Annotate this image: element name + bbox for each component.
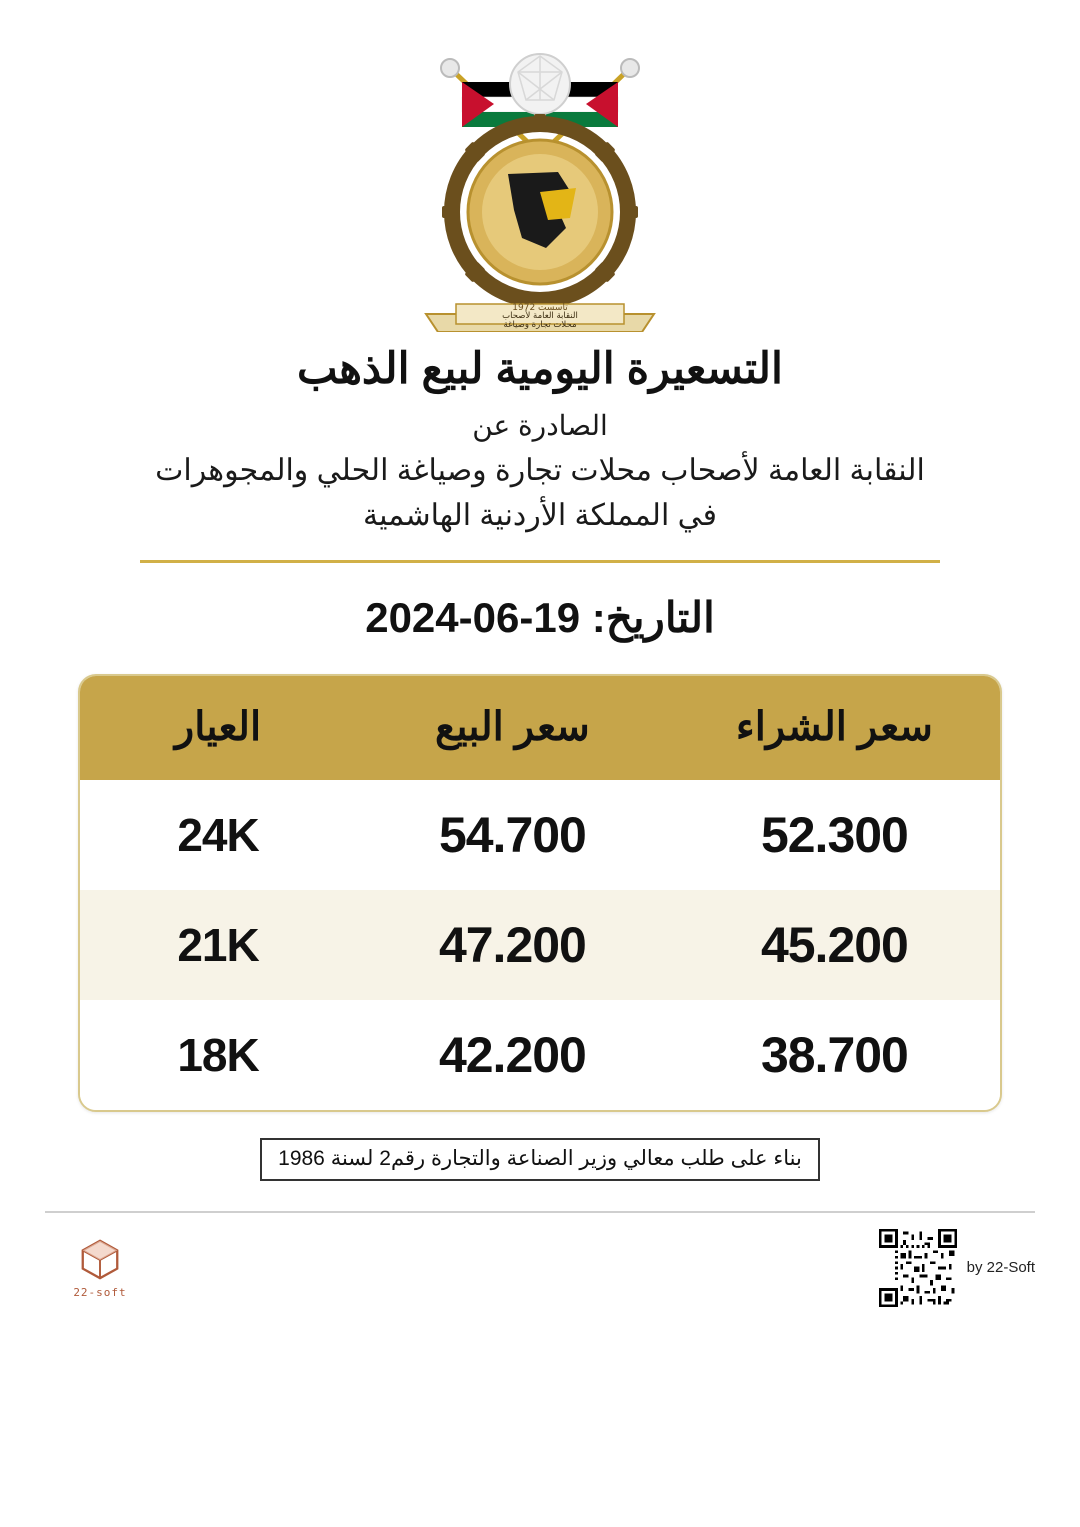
issuer-name: النقابة العامة لأصحاب محلات تجارة وصياغة الحلي والمجوهرات xyxy=(155,453,925,487)
gold-price-table xyxy=(78,674,1002,1112)
buy-price: 38.700 xyxy=(760,1026,908,1083)
sell-price: 54.700 xyxy=(438,806,586,863)
buy-price: 45.200 xyxy=(760,916,908,973)
page-title: التسعيرة اليومية لبيع الذهب xyxy=(297,345,783,393)
table-header-row xyxy=(80,676,1000,780)
karat-value: 21K xyxy=(177,918,259,971)
karat-value: 24K xyxy=(177,808,259,861)
svg-text:تأسست 1972: تأسست 1972 xyxy=(512,303,568,313)
footer-brand xyxy=(45,1236,155,1299)
table-row xyxy=(80,780,1000,890)
buy-price: 52.300 xyxy=(760,806,908,863)
qr-code-icon xyxy=(879,1229,957,1307)
title-divider xyxy=(140,560,940,563)
union-emblem xyxy=(390,42,690,332)
footer-brand-label: 22-soft xyxy=(73,1286,127,1300)
svg-text:محلات تجارة وصياغة: محلات تجارة وصياغة xyxy=(503,320,577,330)
credit-label: by 22-Soft xyxy=(966,1259,1035,1277)
svg-text:النقابة العامة لأصحاب: النقابة العامة لأصحاب xyxy=(502,311,578,321)
footer-credit xyxy=(879,1229,1035,1307)
karat-value: 18K xyxy=(177,1028,259,1081)
footer xyxy=(45,1211,1035,1307)
header-sell-price: سعر البيع xyxy=(435,704,590,749)
header-karat: العيار xyxy=(174,704,262,749)
table-row xyxy=(80,1000,1000,1110)
table-row xyxy=(80,890,1000,1000)
sell-price: 42.200 xyxy=(438,1026,586,1083)
sell-price: 47.200 xyxy=(438,916,586,973)
header-buy-price: سعر الشراء xyxy=(735,704,933,749)
legal-note: بناء على طلب معالي وزير الصناعة والتجارة رقم2 لسنة 1986 xyxy=(260,1138,820,1181)
issuer-prefix: الصادرة عن xyxy=(472,410,608,441)
issuer-country: في المملكة الأردنية الهاشمية xyxy=(363,499,717,533)
cube-logo-icon xyxy=(77,1236,123,1282)
date-line: التاريخ: 19-06-2024 xyxy=(365,593,715,641)
